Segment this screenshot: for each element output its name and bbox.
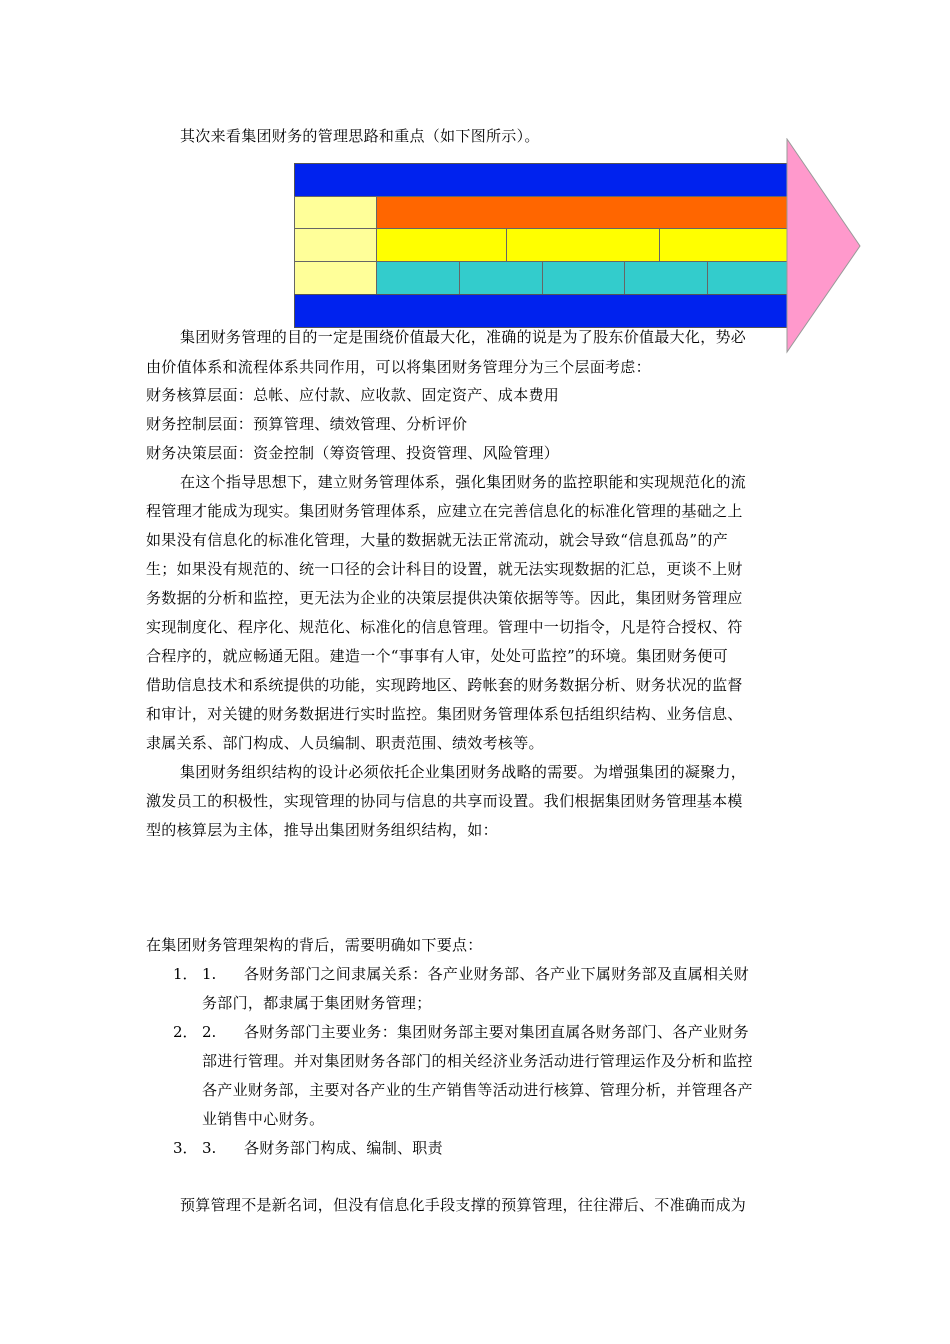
top-blue-band [294, 163, 788, 197]
list-item-3-line-1: 各财务部门构成、编制、职责 [244, 1139, 443, 1157]
list-item-1-number: 1． [173, 965, 198, 983]
paragraph-2-line-1: 在这个指导思想下，建立财务管理体系，强化集团财务的监控职能和实现规范化的流 [180, 473, 747, 491]
row2-yellow-cell-2 [506, 228, 660, 262]
list-item-1-subnumber: 1. [202, 965, 217, 983]
list-item-2-number: 2． [173, 1023, 198, 1041]
paragraph-2-line-6: 实现制度化、程序化、规范化、标准化的信息管理。管理中一切指令，凡是符合授权、符 [146, 618, 743, 636]
list-item-2-subnumber: 2. [202, 1023, 217, 1041]
list-item-2-line-2: 部进行管理。并对集团财务各部门的相关经济业务活动进行管理运作及分析和监控 [202, 1052, 753, 1070]
bottom-blue-band [294, 294, 788, 328]
paragraph-3-line-2: 激发员工的积极性，实现管理的协同与信息的共享而设置。我们根据集团财务管理基本模 [146, 792, 743, 810]
paragraph-2-line-10: 隶属关系、部门构成、人员编制、职责范围、绩效考核等。 [146, 734, 544, 752]
management-diagram [294, 138, 866, 354]
list-item-2-line-1: 各财务部门主要业务：集团财务部主要对集团直属各财务部门、各产业财务 [244, 1023, 749, 1041]
paragraph-2-line-9: 和审计，对关键的财务数据进行实时监控。集团财务管理体系包括组织结构、业务信息、 [146, 705, 743, 723]
paragraph-1-line-1: 集团财务管理的目的一定是围绕价值最大化，准确的说是为了股东价值最大化，势必 [180, 328, 747, 346]
list-item-2-line-3: 各产业财务部，主要对各产业的生产销售等活动进行核算、管理分析，并管理各产 [202, 1081, 753, 1099]
paragraph-2-line-2: 程管理才能成为现实。集团财务管理体系，应建立在完善信息化的标准化管理的基础之上 [146, 502, 743, 520]
paragraph-3-line-1: 集团财务组织结构的设计必须依托企业集团财务战略的需要。为增强集团的凝聚力， [180, 763, 747, 781]
list-item-3-subnumber: 3. [202, 1139, 217, 1157]
paragraph-2-line-8: 借助信息技术和系统提供的功能，实现跨地区、跨帐套的财务数据分析、财务状况的监督 [146, 676, 743, 694]
paragraph-3-line-3: 型的核算层为主体，推导出集团财务组织结构，如： [146, 821, 498, 839]
paragraph-1-line-2: 由价值体系和流程体系共同作用，可以将集团财务管理分为三个层面考虑： [146, 358, 651, 376]
row3-left-cell [294, 261, 377, 295]
paragraph-2-line-4: 生；如果没有规范的、统一口径的会计科目的设置，就无法实现数据的汇总，更谈不上财 [146, 560, 743, 578]
row3-teal-cell-3 [542, 261, 625, 295]
layer-accounting: 财务核算层面：总帐、应付款、应收款、固定资产、成本费用 [146, 386, 560, 404]
row1-orange-cell [376, 196, 788, 229]
intro-text: 其次来看集团财务的管理思路和重点（如下图所示）。 [180, 127, 540, 145]
row3-teal-cell-4 [624, 261, 708, 295]
row2-yellow-cell-3 [659, 228, 788, 262]
row3-teal-cell-5 [707, 261, 788, 295]
paragraph-2-line-5: 务数据的分析和监控，更无法为企业的决策层提供决策依据等等。因此，集团财务管理应 [146, 589, 743, 607]
paragraph-4: 在集团财务管理架构的背后，需要明确如下要点： [146, 936, 483, 954]
paragraph-5: 预算管理不是新名词，但没有信息化手段支撑的预算管理，往往滞后、不准确而成为 [180, 1196, 747, 1214]
list-item-1-line-1: 各财务部门之间隶属关系：各产业财务部、各产业下属财务部及直属相关财 [244, 965, 749, 983]
paragraph-2-line-3: 如果没有信息化的标准化管理，大量的数据就无法正常流动，就会导致“信息孤岛”的产 [146, 531, 729, 549]
paragraph-2-line-7: 合程序的，就应畅通无阻。建造一个“事事有人审，处处可监控”的环境。集团财务便可 [146, 647, 729, 665]
row2-yellow-cell-1 [376, 228, 507, 262]
arrow-right-icon [786, 138, 862, 354]
layer-decision: 财务决策层面：资金控制（筹资管理、投资管理、风险管理） [146, 444, 560, 462]
row1-left-cell [294, 196, 377, 229]
row2-left-cell [294, 228, 377, 262]
list-item-3-number: 3． [173, 1139, 198, 1157]
row3-teal-cell-2 [459, 261, 543, 295]
list-item-1-line-2: 务部门，都隶属于集团财务管理； [202, 994, 432, 1012]
list-item-2-line-4: 业销售中心财务。 [202, 1110, 325, 1128]
row3-teal-cell-1 [376, 261, 460, 295]
layer-control: 财务控制层面：预算管理、绩效管理、分析评价 [146, 415, 468, 433]
